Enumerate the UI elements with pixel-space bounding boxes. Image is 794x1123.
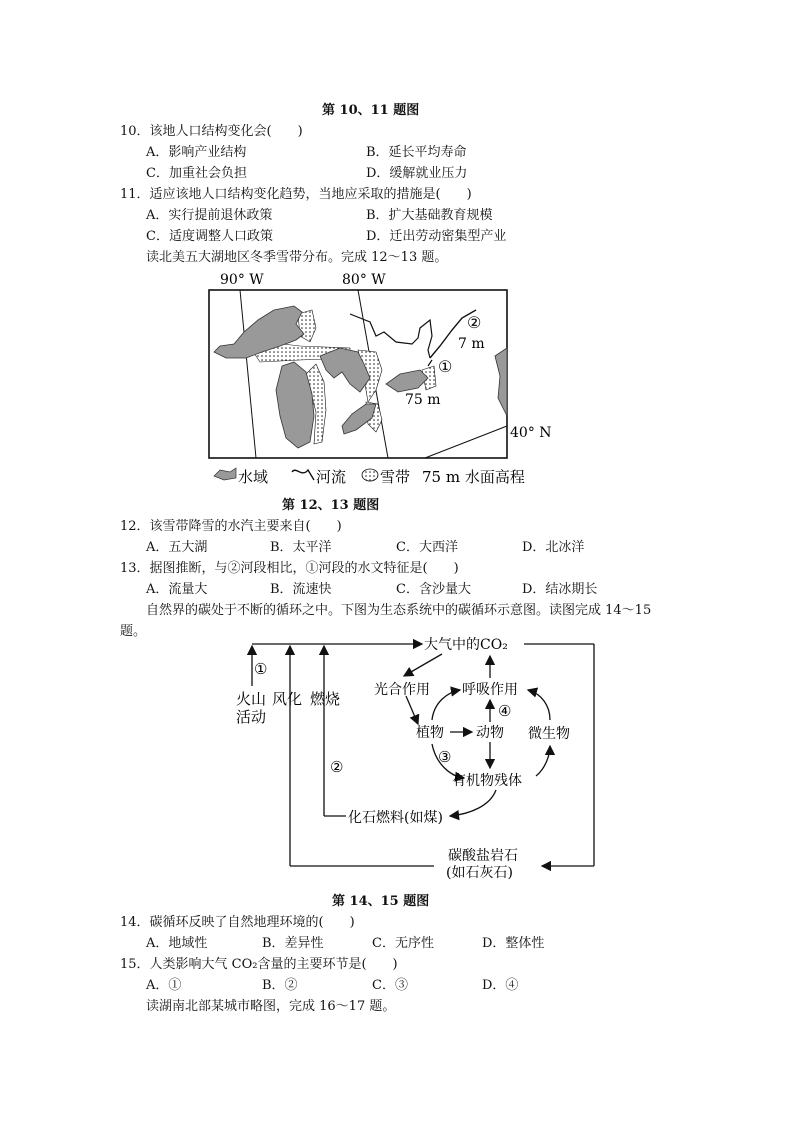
parallel-40n [425, 426, 507, 458]
question-14-stem: 14．碳循环反映了自然地理环境的( ) [120, 915, 355, 930]
node-photosynthesis: 光合作用 [374, 682, 430, 698]
lon-90w-label: 90° W [220, 272, 264, 288]
lon-80w-label: 80° W [342, 272, 386, 288]
intro-12-13: 读北美五大湖地区冬季雪带分布。完成 12～13 题。 [146, 250, 448, 265]
atlantic-coast-water [495, 348, 507, 416]
node-weathering: 风化 [272, 690, 303, 708]
question-10-option-a: A．影响产业结构 [146, 145, 247, 160]
figure-caption-12-13: 第 12、13 题图 [282, 498, 380, 513]
great-lakes-snowbelt-map [200, 266, 552, 490]
question-10-option-c: C．加重社会负担 [146, 166, 247, 181]
legend-river-swatch [292, 470, 314, 480]
intro-14-15-line2: 题。 [120, 624, 147, 639]
question-14-option-d: D．整体性 [482, 936, 545, 951]
node-animal: 动物 [476, 725, 504, 741]
legend-river-label: 河流 [316, 468, 347, 486]
question-12-option-b: B．太平洋 [270, 540, 332, 555]
question-12-option-d: D．北冰洋 [522, 540, 585, 555]
legend-snow-swatch [362, 469, 378, 481]
node-carbonate-rock-example: (如石灰石) [446, 865, 513, 881]
figure-caption-10-11: 第 10、11 题图 [322, 103, 420, 118]
question-14-option-a: A．地域性 [146, 936, 208, 951]
question-12-stem: 12．该雪带降雪的水汽主要来自( ) [120, 519, 342, 534]
legend-water-label: 水域 [238, 468, 269, 486]
lake-ontario [386, 370, 428, 392]
lake-erie [342, 404, 376, 434]
question-15-option-c: C．③ [372, 978, 408, 993]
intro-16-17: 读湖南北部某城市略图，完成 16～17 题。 [146, 999, 396, 1014]
legend-elevation-label: 75 m 水面高程 [422, 468, 525, 486]
lat-40n-label: 40° N [510, 425, 552, 441]
node-carbonate-rock: 碳酸盐岩石 [448, 848, 518, 864]
node-burning: 燃烧 [310, 690, 341, 708]
meridian-90w [240, 290, 256, 458]
process-marker-2: ② [330, 758, 344, 776]
elevation-75m-label: 75 m [405, 392, 441, 408]
question-13-option-b: B．流速快 [270, 582, 332, 597]
question-10-option-d: D．缓解就业压力 [366, 166, 468, 181]
node-respiration: 呼吸作用 [462, 682, 518, 698]
question-11-stem: 11．适应该地人口结构变化趋势，当地应采取的措施是( ) [120, 187, 472, 202]
river-outlet [428, 360, 432, 366]
legend-water-swatch [214, 468, 236, 480]
process-marker-3: ③ [438, 748, 452, 766]
question-14-option-c: C．无序性 [372, 936, 434, 951]
question-12-option-c: C．大西洋 [396, 540, 458, 555]
question-13-stem: 13．据图推断，与②河段相比，①河段的水文特征是( ) [120, 561, 459, 576]
node-organic-residue: 有机物残体 [452, 773, 522, 789]
process-marker-1: ① [254, 660, 268, 678]
question-10-option-b: B．延长平均寿命 [366, 145, 467, 160]
question-13-option-d: D．结冰期长 [522, 582, 598, 597]
question-15-option-b: B．② [262, 978, 298, 993]
carbon-cycle-diagram [228, 630, 608, 886]
question-11-option-a: A．实行提前退休政策 [146, 208, 273, 223]
question-15-option-d: D．④ [482, 978, 519, 993]
node-volcano-line1: 火山 [236, 690, 267, 708]
question-13-option-c: C．含沙量大 [396, 582, 471, 597]
question-15-stem: 15．人类影响大气 CO₂含量的主要环节是( ) [120, 957, 398, 972]
river-segment-1-marker: ① [438, 357, 453, 376]
question-11-option-d: D．迁出劳动密集型产业 [366, 229, 507, 244]
node-volcano-line2: 活动 [236, 708, 267, 726]
node-plant: 植物 [416, 725, 444, 741]
figure-caption-14-15: 第 14、15 题图 [332, 894, 430, 909]
question-13-option-a: A．流量大 [146, 582, 208, 597]
question-11-option-c: C．适度调整人口政策 [146, 229, 273, 244]
node-fossil-fuel: 化石燃料(如煤) [348, 810, 443, 826]
question-12-option-a: A．五大湖 [146, 540, 208, 555]
elevation-7m-label: 7 m [458, 336, 485, 352]
node-microorganism: 微生物 [528, 726, 570, 742]
process-marker-4: ④ [498, 702, 512, 720]
question-11-option-b: B．扩大基础教育规模 [366, 208, 493, 223]
node-atmosphere-co2: 大气中的CO₂ [424, 637, 508, 653]
question-10-stem: 10．该地人口结构变化会( ) [120, 124, 303, 139]
question-14-option-b: B．差异性 [262, 936, 324, 951]
question-15-option-a: A．① [146, 978, 182, 993]
legend-snow-label: 雪带 [380, 468, 411, 486]
intro-14-15-line1: 自然界的碳处于不断的循环之中。下图为生态系统中的碳循环示意图。读图完成 14～15 [146, 603, 652, 618]
river-segment-2-marker: ② [467, 313, 482, 332]
